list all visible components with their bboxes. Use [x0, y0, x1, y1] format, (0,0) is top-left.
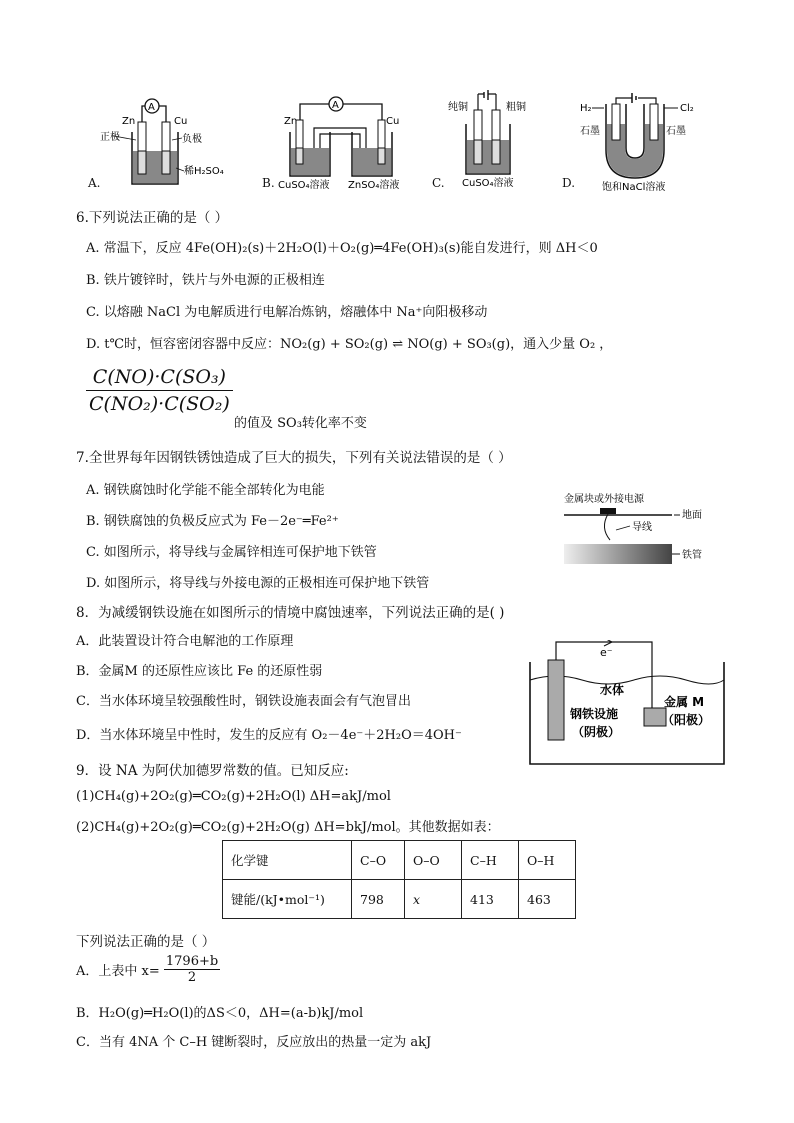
q6-fraction-denominator: C(NO₂)·C(SO₂)	[89, 393, 230, 415]
cuso4-label: CuSO₄溶液	[278, 180, 330, 191]
zn-label: Zn	[284, 116, 298, 127]
q6-option-b: B. 铁片镀锌时，铁片与外电源的正极相连	[86, 273, 325, 288]
q7-option-c: C. 如图所示，将导线与金属锌相连可保护地下铁管	[86, 545, 377, 560]
graphite-right-label: 石墨	[666, 126, 686, 137]
bond-energy-table	[222, 840, 576, 919]
q9-stem: 9．设 NA 为阿伏加德罗常数的值。已知反应:	[76, 763, 349, 779]
q9-option-a-fraction	[164, 954, 220, 985]
q8-option-d: D．当水体环境呈中性时，发生的反应有 O₂－4e⁻＋2H₂O＝4OH⁻	[76, 728, 462, 743]
nacl-label: 饱和NaCl溶液	[602, 182, 666, 193]
graphite-left-label: 石墨	[580, 126, 600, 137]
q6-fraction-numerator: C(NO)·C(SO₃)	[86, 366, 233, 391]
cu-label: Cu	[386, 116, 400, 127]
q8-option-b: B．金属M 的还原性应该比 Fe 的还原性弱	[76, 664, 323, 679]
anode-label: （阳极）	[662, 713, 711, 727]
table-header-cell: O–O	[405, 841, 462, 880]
q9-fraction-denominator: 2	[187, 970, 197, 985]
figure-b-salt-bridge-cell	[270, 92, 420, 194]
table-cell: 798	[352, 880, 405, 919]
q6-option-c: C. 以熔融 NaCl 为电解质进行电解冶炼钠，熔融体中 Na⁺向阳极移动	[86, 305, 488, 320]
table-header-cell: 化学键	[223, 841, 352, 880]
meter-label: A	[148, 102, 155, 113]
q7-pipe-figure	[560, 488, 730, 574]
q9-option-b: B．H₂O(g)═H₂O(l)的ΔS＜0，ΔH=(a-b)kJ/mol	[76, 1006, 364, 1021]
cuso4-label: CuSO₄溶液	[462, 178, 514, 189]
pure-copper-label: 纯铜	[448, 102, 468, 113]
steel-label: 钢铁设施	[570, 707, 619, 721]
figure-b-letter: B.	[262, 176, 275, 190]
figure-a-galvanic-cell	[86, 96, 246, 196]
cathode-label: （阴极）	[572, 725, 621, 739]
cl2-label: Cl₂	[680, 103, 694, 114]
figure-a-letter: A.	[88, 176, 101, 190]
q9-option-a	[76, 954, 220, 985]
cu-label: Cu	[174, 116, 188, 127]
q6-ratio-fraction	[86, 366, 233, 415]
table-cell: 键能/(kJ•mol⁻¹)	[223, 880, 352, 919]
table-header-row	[223, 841, 576, 880]
meter-label: A	[332, 100, 339, 111]
figure-c-letter: C.	[432, 176, 445, 190]
wire-label: 导线	[632, 522, 652, 533]
positive-label: 正极	[100, 132, 120, 143]
znso4-label: ZnSO₄溶液	[348, 180, 400, 191]
q8-option-c: C．当水体环境呈较强酸性时，钢铁设施表面会有气泡冒出	[76, 694, 411, 709]
acid-label: 稀H₂SO₄	[184, 166, 224, 177]
figure-c-refining-cell	[448, 88, 548, 192]
q7-stem: 7.全世界每年因钢铁锈蚀造成了巨大的损失，下列有关说法错误的是（ ）	[76, 450, 512, 466]
q8-sacrificial-anode-figure	[526, 640, 732, 766]
q7-option-b: B. 钢铁腐蚀的负极反应式为 Fe－2e⁻═Fe²⁺	[86, 514, 339, 529]
h2-label: H₂	[580, 103, 592, 114]
q9-fraction-numerator: 1796+b	[165, 954, 219, 969]
metal-or-power-label: 金属块或外接电源	[564, 494, 644, 505]
q9-prompt: 下列说法正确的是（ ）	[76, 934, 216, 950]
q8-stem: 8．为减缓钢铁设施在如图所示的情境中腐蚀速率，下列说法正确的是( )	[76, 605, 505, 621]
table-header-cell: C–H	[462, 841, 519, 880]
table-header-cell: O–H	[519, 841, 576, 880]
q7-option-a: A. 钢铁腐蚀时化学能不能全部转化为电能	[86, 483, 325, 498]
q9-reaction-2: (2)CH₄(g)+2O₂(g)═CO₂(g)+2H₂O(g) ΔH=bkJ/mol。其他数据如表：	[76, 820, 500, 835]
table-cell: x	[405, 880, 462, 919]
table-row	[223, 880, 576, 919]
q9-reaction-1: (1)CH₄(g)+2O₂(g)═CO₂(g)+2H₂O(l) ΔH=akJ/mol	[76, 789, 391, 804]
negative-label: 负极	[182, 134, 202, 145]
table-cell: 413	[462, 880, 519, 919]
q9-option-a-prefix: A．上表中 x=	[76, 964, 160, 979]
q6-option-a: A. 常温下，反应 4Fe(OH)₂(s)＋2H₂O(l)＋O₂(g)═4Fe(OH)₃(s)能自发进行，则 ΔH＜0	[86, 241, 598, 256]
water-label: 水体	[600, 683, 625, 697]
figure-d-letter: D.	[562, 176, 576, 190]
ground-label: 地面	[682, 510, 702, 521]
q6-stem: 6.下列说法正确的是（ ）	[76, 210, 229, 226]
metal-m-label: 金属 M	[664, 695, 705, 709]
figure-d-electrolysis-u-tube	[580, 90, 700, 194]
q8-option-a: A．此装置设计符合电解池的工作原理	[76, 634, 294, 649]
table-header-cell: C–O	[352, 841, 405, 880]
electron-label: e⁻	[600, 646, 613, 659]
q6-option-d-tail: 的值及 SO₃转化率不变	[234, 416, 367, 431]
crude-copper-label: 粗铜	[506, 102, 526, 113]
q9-option-c: C．当有 4NA 个 C–H 键断裂时，反应放出的热量一定为 akJ	[76, 1035, 432, 1050]
table-cell: 463	[519, 880, 576, 919]
iron-pipe-label: 铁管	[682, 550, 702, 561]
q7-option-d: D. 如图所示，将导线与外接电源的正极相连可保护地下铁管	[86, 576, 430, 591]
q6-option-d: D. t℃时，恒容密闭容器中反应：NO₂(g) + SO₂(g) ⇌ NO(g) + SO₃(g)，通入少量 O₂ ，	[86, 337, 613, 352]
zn-label: Zn	[122, 116, 136, 127]
